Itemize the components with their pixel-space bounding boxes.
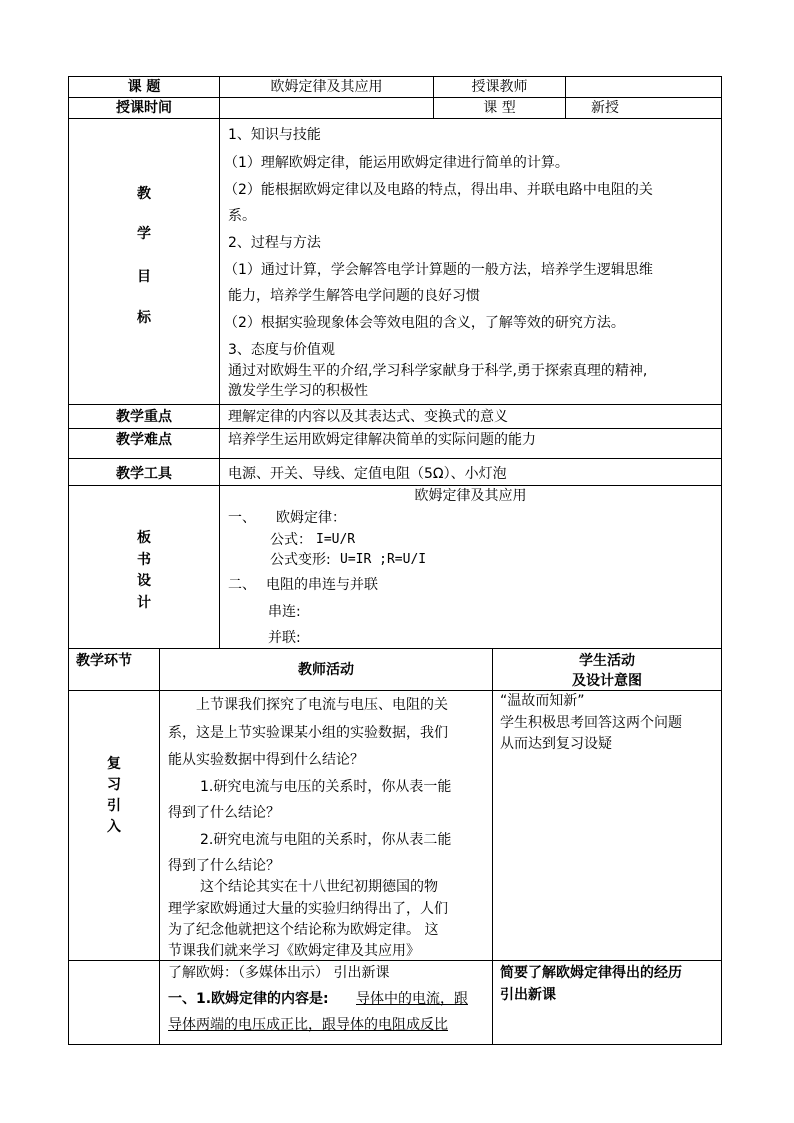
board-parallel: 并联: (268, 630, 301, 646)
board-formula-label: 公式： (270, 532, 312, 548)
law-prefix: 一、1.欧姆定律的内容是: (168, 991, 329, 1007)
board-label-2: 书 (137, 552, 151, 568)
difficulty-label: 教学难点 (116, 432, 172, 448)
law-text-2: 导体两端的电压成正比，跟导体的电阻成反比 (168, 1017, 448, 1033)
review-teacher-line: 系，这是上节实验课某小组的实验数据，我们 (168, 725, 448, 741)
topic-value: 欧姆定律及其应用 (270, 79, 383, 95)
objective-line: 能力，培养学生解答电学问题的良好习惯 (228, 288, 480, 304)
objective-line: 通过对欧姆生平的介绍,学习科学家献身于科学,勇于探索真理的精神, (228, 363, 648, 379)
board-formula: I=U/R (316, 532, 356, 547)
review-teacher-line: 为了纪念他就把这个结论称为欧姆定律。 这 (168, 922, 439, 938)
review-teacher-line: 得到了什么结论？ (168, 858, 280, 874)
review-label-4: 入 (107, 819, 121, 835)
objective-line: （2）根据实验现象体会等效电阻的含义，了解等效的研究方法。 (224, 315, 625, 331)
review-student-line: “温故而知新” (500, 693, 585, 709)
objective-line: 3、态度与价值观 (228, 342, 335, 358)
board-label-4: 计 (137, 595, 151, 611)
teacher-label: 授课教师 (471, 79, 528, 95)
tools-label: 教学工具 (116, 466, 172, 482)
time-label: 授课时间 (116, 100, 172, 116)
review-teacher-line: 1.研究电流与电压的关系时，你从表一能 (200, 779, 452, 795)
review-teacher-line: 这个结论其实在十八世纪初期德国的物 (200, 879, 438, 895)
key-point-value: 理解定律的内容以及其表达式、变换式的意义 (228, 409, 508, 425)
difficulty-value: 培养学生运用欧姆定律解决简单的实际问题的能力 (228, 432, 536, 448)
board-label-1: 板 (137, 530, 151, 546)
new-lesson-intro: 了解欧姆：（多媒体出示） 引出新课 (168, 965, 390, 981)
board-sec2-num: 二、 (228, 577, 256, 593)
new-lesson-student-line: 引出新课 (500, 987, 556, 1003)
type-label: 课 型 (483, 100, 516, 116)
review-teacher-line: 得到了什么结论？ (168, 805, 280, 821)
objective-line: 系。 (228, 208, 256, 224)
new-lesson-student-line: 简要了解欧姆定律得出的经历 (500, 965, 682, 981)
objective-line: 1、知识与技能 (228, 127, 321, 143)
board-label-3: 设 (137, 573, 151, 589)
board-series: 串连: (268, 604, 301, 620)
objective-line: 激发学生学习的积极性 (228, 383, 368, 399)
objectives-label-3: 目 (137, 269, 151, 285)
board-title: 欧姆定律及其应用 (414, 488, 527, 504)
teacher-activity-header: 教师活动 (298, 662, 354, 678)
law-text-1: 导体中的电流，跟 (356, 991, 468, 1007)
objectives-label-2: 学 (137, 226, 151, 242)
review-teacher-line: 理学家欧姆通过大量的实验归纳得出了，人们 (168, 901, 448, 917)
review-label-3: 引 (107, 798, 121, 814)
student-activity-header: 学生活动 (579, 653, 635, 669)
review-teacher-line: 上节课我们探究了电流与电压、电阻的关 (196, 697, 448, 713)
board-transform-label: 公式变形: (270, 552, 331, 568)
board-transform: U=IR ;R=U/I (340, 552, 427, 567)
board-sec2-title: 电阻的串连与并联 (266, 577, 378, 593)
review-teacher-line: 节课我们就来学习《欧姆定律及其应用》 (168, 943, 420, 959)
review-teacher-line: 2.研究电流与电阻的关系时，你从表二能 (200, 832, 452, 848)
review-teacher-line: 能从实验数据中得到什么结论？ (168, 752, 364, 768)
objective-line: 2、过程与方法 (228, 235, 321, 251)
review-label-1: 复 (107, 756, 121, 772)
key-point-label: 教学重点 (116, 409, 172, 425)
objectives-label-1: 教 (137, 186, 151, 202)
objective-line: （1）通过计算，学会解答电学计算题的一般方法，培养学生逻辑思维 (224, 262, 653, 278)
review-student-line: 学生积极思考回答这两个问题 (500, 715, 682, 731)
objective-line: （1）理解欧姆定律，能运用欧姆定律进行简单的计算。 (224, 155, 569, 171)
stage-header: 教学环节 (76, 653, 132, 669)
objectives-label-4: 标 (137, 310, 151, 326)
tools-value: 电源、开关、导线、定值电阻（5Ω）、小灯泡 (228, 466, 507, 482)
topic-label: 课 题 (127, 79, 161, 95)
type-value: 新授 (591, 100, 619, 116)
objective-line: （2）能根据欧姆定律以及电路的特点，得出串、并联电路中电阻的关 (224, 182, 653, 198)
design-intent-header: 及设计意图 (572, 673, 642, 689)
board-sec1-num: 一、 (228, 510, 256, 526)
board-sec1-title: 欧姆定律： (276, 510, 346, 526)
review-student-line: 从而达到复习设疑 (500, 736, 612, 752)
review-label-2: 习 (107, 777, 121, 793)
